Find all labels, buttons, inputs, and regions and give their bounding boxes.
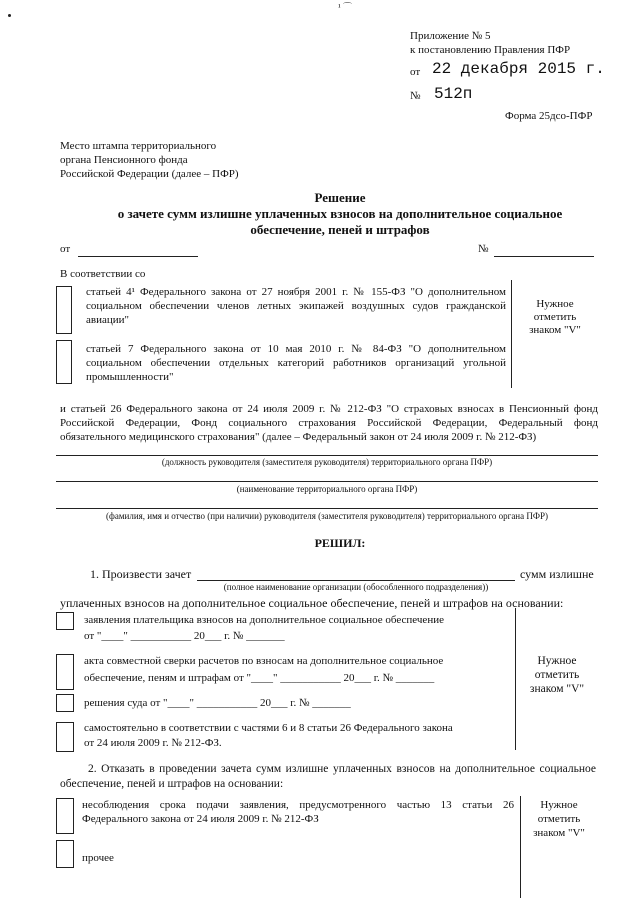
note-divider-2 bbox=[515, 608, 516, 750]
checkbox-law-155[interactable] bbox=[56, 286, 72, 334]
decided-heading: РЕШИЛ: bbox=[314, 536, 366, 550]
option-court: решения суда от "____" ___________ 20___ г. № _______ bbox=[84, 697, 351, 709]
title-line-1: о зачете сумм излишне уплаченных взносов на дополнительное социальное bbox=[117, 206, 563, 221]
option-act-2: обеспечение, пеням и штрафам от "____" ___________ 20___ г. № _______ bbox=[84, 672, 435, 684]
decree-number: 512п bbox=[434, 85, 473, 103]
head-name-caption: (фамилия, имя и отчество (при наличии) руководителя (заместителя руководителя) территориального органа ПФР) bbox=[106, 511, 548, 521]
option-self-1: самостоятельно в соответствии с частями 6 и 8 статьи 26 Федерального закона bbox=[84, 722, 453, 734]
note-divider-3 bbox=[520, 796, 521, 898]
head-name-field[interactable] bbox=[56, 508, 598, 509]
item1-suffix: сумм излишне bbox=[520, 567, 594, 581]
page-marks: ¹ ⌒ bbox=[338, 2, 352, 12]
checkbox-other[interactable] bbox=[56, 840, 74, 868]
office-name-field[interactable] bbox=[56, 481, 598, 482]
checkbox-deadline[interactable] bbox=[56, 798, 74, 834]
office-name-caption: (наименование территориального органа ПФР) bbox=[236, 484, 418, 494]
stamp-line-3: Российской Федерации (далее – ПФР) bbox=[60, 168, 239, 180]
option-act-1: акта совместной сверки расчетов по взносам на дополнительное социальное bbox=[84, 655, 444, 667]
option-law-84: статьей 7 Федерального закона от 10 мая 2010 г. № 84-ФЗ "О дополнительном социальном обеспечении отдельных категорий работников организаций угольной промышленности" bbox=[86, 343, 506, 383]
law-212-text: и статьей 26 Федерального закона от 24 июля 2009 г. № 212-ФЗ "О страховых взносах в Пенсионный фонд Российской Федерации, Фонд социального страхования Российской Федерации, Федеральный фонд обязательного медицинского страхования" (далее – Федеральный закон от 24 июля 2009 г. № 212-ФЗ) bbox=[60, 403, 598, 443]
mark-note-2: Нужное отметить знаком "V" bbox=[529, 655, 585, 695]
date-prefix: от bbox=[410, 66, 421, 78]
form-code: Форма 25дсо-ПФР bbox=[505, 110, 593, 122]
organization-caption: (полное наименование организации (обособленного подразделения)) bbox=[223, 582, 489, 592]
option-application-1: заявления плательщика взносов на дополнительное социальное обеспечение bbox=[84, 614, 444, 626]
number-prefix: № bbox=[410, 90, 421, 102]
checkbox-law-84[interactable] bbox=[56, 340, 72, 384]
organization-field[interactable] bbox=[197, 580, 515, 581]
stamp-line-2: органа Пенсионного фонда bbox=[60, 154, 188, 166]
decree-label: к постановлению Правления ПФР bbox=[410, 44, 571, 56]
mark-note: Нужное отметить знаком "V" bbox=[529, 298, 581, 336]
number-label: № bbox=[478, 243, 489, 255]
from-label: от bbox=[60, 243, 71, 255]
date-field[interactable] bbox=[78, 256, 198, 257]
head-position-field[interactable] bbox=[56, 455, 598, 456]
option-self-2: от 24 июля 2009 г. № 212-ФЗ. bbox=[84, 737, 222, 749]
stamp-line-1: Место штампа территориального bbox=[60, 140, 217, 152]
head-position-caption: (должность руководителя (заместителя руководителя) территориального органа ПФР) bbox=[161, 457, 493, 467]
mark-note-3: Нужное отметить знаком "V" bbox=[533, 799, 585, 839]
option-deadline: несоблюдения срока подачи заявления, предусмотренного частью 13 статьи 26 Федерального закона от 24 июля 2009 г. № 212-ФЗ bbox=[82, 799, 514, 825]
checkbox-reconciliation-act[interactable] bbox=[56, 654, 74, 690]
title-word: Решение bbox=[314, 190, 366, 205]
item1-prefix: 1. Произвести зачет bbox=[90, 567, 192, 581]
option-application-2: от "____" ___________ 20___ г. № _______ bbox=[84, 630, 285, 642]
item2-text: 2. Отказать в проведении зачета сумм излишне уплаченных взносов на дополнительное социальное обеспечение, пеней и штрафов на основании: bbox=[60, 763, 596, 790]
option-other: прочее bbox=[82, 852, 114, 864]
number-field[interactable] bbox=[494, 256, 594, 257]
appendix-label: Приложение № 5 bbox=[410, 30, 491, 42]
note-divider bbox=[511, 280, 512, 388]
basis-intro: В соответствии со bbox=[60, 268, 146, 280]
checkbox-court[interactable] bbox=[56, 694, 74, 712]
checkbox-application[interactable] bbox=[56, 612, 74, 630]
title-line-2: обеспечение, пеней и штрафов bbox=[250, 222, 430, 237]
item1-continuation: уплаченных взносов на дополнительное социальное обеспечение, пеней и штрафов на основании: bbox=[60, 596, 564, 610]
option-law-155: статьей 4¹ Федерального закона от 27 ноября 2001 г. № 155-ФЗ "О дополнительном социальном обеспечении членов летных экипажей воздушных судов гражданской авиации" bbox=[86, 286, 506, 326]
speck-dot bbox=[8, 14, 11, 17]
checkbox-self[interactable] bbox=[56, 722, 74, 752]
decree-date: 22 декабря 2015 г. bbox=[432, 60, 605, 78]
